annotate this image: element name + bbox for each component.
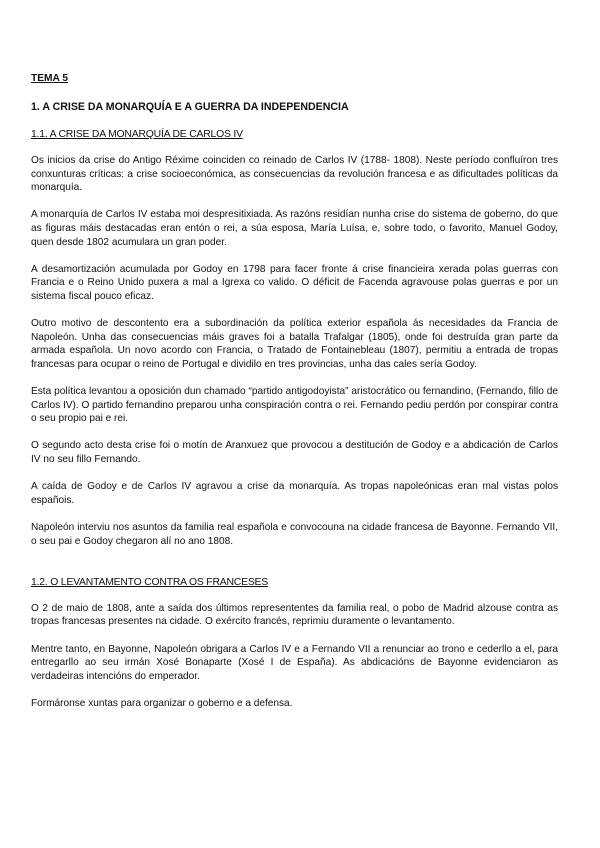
paragraph: Formáronse xuntas para organizar o goberno e a defensa. xyxy=(31,697,293,709)
paragraph: Os inicios da crise do Antigo Réxime coinciden co reinado de Carlos IV (1788- 1808). Neste período confluíron tres conxunturas críticas: a crise socioeconómica, as consecuencias da revolución francesa e as dificultades políticas da monarquía. xyxy=(31,155,558,194)
paragraph: Esta política levantou a oposición dun chamado “partido antigodoyista” aristocrático ou fernandino, (Fernando, fillo de Carlos IV). O partido fernandino preparou unha conspiración contra o rei. Fernando pediu perdón por conspirar contra o seu propio pai e rei. xyxy=(31,386,558,425)
paragraph: Napoleón interviu nos asuntos da familia real española e convocouna na cidade francesa de Bayonne. Fernando VII, o seu pai e Godoy chegaron alí no ano 1808. xyxy=(31,522,558,547)
section-heading-1-2: 1.2. O LEVANTAMENTO CONTRA OS FRANCESES xyxy=(31,576,269,588)
paragraph: A caída de Godoy e de Carlos IV agravou a crise da monarquía. As tropas napoleónicas eran mal vistas polos españois. xyxy=(31,481,558,506)
document-content xyxy=(31,72,558,724)
section-spacer xyxy=(31,562,558,576)
section-heading-1-1: 1.1. A CRISE DA MONARQUÍA DE CARLOS IV xyxy=(31,129,243,140)
paragraph: Outro motivo de descontento era a subordinación da política exterior española ás necesidades da Francia de Napoleón. Unha das consecuencias máis graves foi a batalla Trafalgar (1805), onde foi destruída gran parte da armada española. Un novo acordo con Francia, o Tratado de Fontainebleau (1807), permitiu a entrada de tropas francesas para ocupar o reino de Portugal e dividilo en tres provincias, unha das cales sería Godoy. xyxy=(31,318,558,370)
paragraph: Mentre tanto, en Bayonne, Napoleón obrigara a Carlos IV e a Fernando VII a renunciar ao trono e cederllo a el, para entregarllo ao seu irmán Xosé Bonaparte (Xosé I de España). As abdicacións de Bayonne evidenciaron as verdadeiras intencións do emperador. xyxy=(31,643,558,682)
paragraph: O 2 de maio de 1808, ante a saída dos últimos represententes da familia real, o pobo de Madrid alzouse contra as tropas francesas presentes na cidade. O exército francés, reprimiu duramente o levantamento. xyxy=(31,602,558,628)
paragraph: A monarquía de Carlos IV estaba moi despresitixiada. As razóns residían nunha crise do sistema de goberno, do que as figuras máis destacadas eran entón o rei, a súa esposa, María Luísa, e, sobre todo, o favorito, Manuel Godoy, quen desde 1802 acumulara un gran poder. xyxy=(31,209,558,248)
chapter-heading: 1. A CRISE DA MONARQUÍA E A GUERRA DA INDEPENDENCIA xyxy=(31,101,349,113)
paragraph: A desamortización acumulada por Godoy en 1798 para facer fronte á crise financieira xerada polas guerras con Francia e o Reino Unido puxera a mal a Igrexa co valido. O déficit de Facenda agravouse polas guerras e por un sistema fiscal pouco eficaz. xyxy=(31,263,558,302)
topic-heading: TEMA 5 xyxy=(31,73,68,84)
paragraph: O segundo acto desta crise foi o motín de Aranxuez que provocou a destitución de Godoy e a abdicación de Carlos IV no seu fillo Fernando. xyxy=(31,440,558,466)
